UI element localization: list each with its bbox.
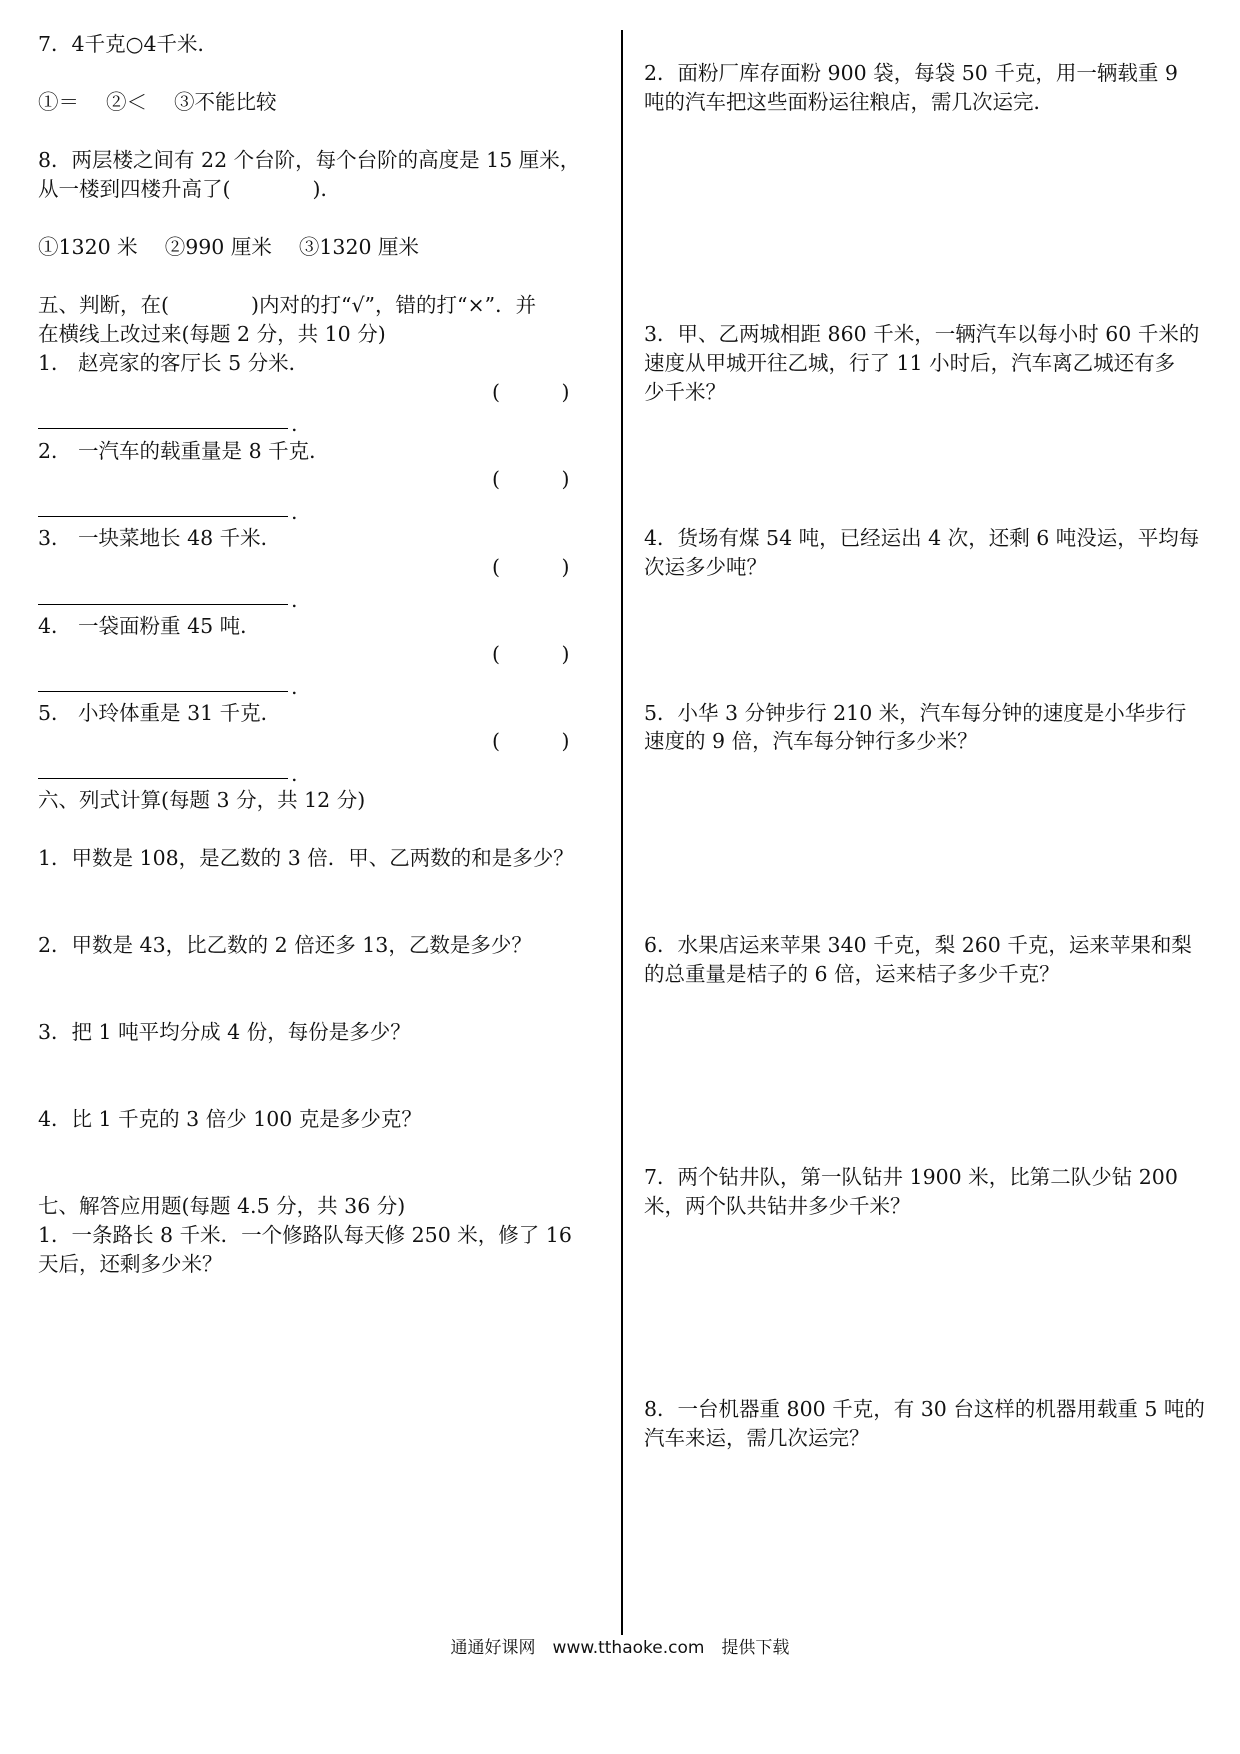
correction-dot-3: . <box>291 588 298 612</box>
question-8-options: ①1320 米 ②990 厘米 ③1320 厘米 <box>38 235 420 259</box>
word-problem-7-line-1: 7．两个钻井队，第一队钻井 1900 米，比第二队少钻 200 <box>644 1165 1178 1189</box>
section-5-heading-line-1: 五、判断，在( )内对的打“√”，错的打“×”．并 <box>38 293 537 317</box>
word-problem-6-line-2: 的总重量是桔子的 6 倍，运来桔子多少千克？ <box>644 962 1060 986</box>
word-problem-1-line-1: 1．一条路长 8 千米．一个修路队每天修 250 米，修了 16 <box>38 1223 572 1247</box>
word-problem-2-line-2: 吨的汽车把这些面粉运往粮店，需几次运完． <box>644 90 1054 114</box>
section-6-heading: 六、列式计算(每题 3 分，共 12 分) <box>38 788 366 812</box>
word-problem-3-line-1: 3．甲、乙两城相距 860 千米，一辆汽车以每小时 60 千米的 <box>644 322 1200 346</box>
word-problem-3-line-2: 速度从甲城开往乙城，行了 11 小时后，汽车离乙城还有多 <box>644 351 1176 375</box>
correction-line-1[interactable] <box>38 428 288 429</box>
correction-dot-4: . <box>291 675 298 699</box>
footer-credit: 通通好课网 www.tthaoke.com 提供下载 <box>450 1638 790 1658</box>
word-problem-2-line-1: 2．面粉厂库存面粉 900 袋，每袋 50 千克，用一辆载重 9 <box>644 61 1178 85</box>
word-problem-8-line-2: 汽车来运，需几次运完？ <box>644 1426 870 1450</box>
word-problem-1-line-2: 天后，还剩多少米？ <box>38 1252 223 1276</box>
section-7-heading: 七、解答应用题(每题 4.5 分，共 36 分) <box>38 1194 406 1218</box>
word-problem-5-line-1: 5．小华 3 分钟步行 210 米，汽车每分钟的速度是小华步行 <box>644 701 1187 725</box>
question-8-line-1: 8．两层楼之间有 22 个台阶，每个台阶的高度是 15 厘米， <box>38 148 581 172</box>
word-problem-3-line-3: 少千米？ <box>644 380 726 404</box>
calc-item-3: 3．把 1 吨平均分成 4 份，每份是多少？ <box>38 1020 411 1044</box>
judge-answer-paren-4[interactable]: ( ) <box>492 642 570 666</box>
question-7-options: ①＝ ②＜ ③不能比较 <box>38 90 277 114</box>
word-problem-4-line-2: 次运多少吨？ <box>644 555 767 579</box>
word-problem-4-line-1: 4．货场有煤 54 吨，已经运出 4 次，还剩 6 吨没运，平均每 <box>644 526 1200 550</box>
calc-item-4: 4．比 1 千克的 3 倍少 100 克是多少克？ <box>38 1107 422 1131</box>
section-5-heading-line-2: 在横线上改过来(每题 2 分，共 10 分) <box>38 322 386 346</box>
column-divider <box>621 30 623 1635</box>
judge-item-4: 4． 一袋面粉重 45 吨． <box>38 614 261 638</box>
judge-answer-paren-2[interactable]: ( ) <box>492 467 570 491</box>
word-problem-8-line-1: 8．一台机器重 800 千克，有 30 台这样的机器用载重 5 吨的 <box>644 1397 1205 1421</box>
correction-line-2[interactable] <box>38 516 288 517</box>
correction-dot-2: . <box>291 500 298 524</box>
question-7: 7．4千克○4千米． <box>38 32 219 56</box>
word-problem-6-line-1: 6．水果店运来苹果 340 千克，梨 260 千克，运来苹果和梨 <box>644 933 1192 957</box>
judge-item-1: 1． 赵亮家的客厅长 5 分米． <box>38 351 310 375</box>
judge-item-2: 2． 一汽车的载重量是 8 千克． <box>38 439 330 463</box>
judge-item-5: 5． 小玲体重是 31 千克． <box>38 701 282 725</box>
calc-item-1: 1．甲数是 108，是乙数的 3 倍．甲、乙两数的和是多少？ <box>38 846 574 870</box>
judge-item-3: 3． 一块菜地长 48 千米． <box>38 526 282 550</box>
calc-item-2: 2．甲数是 43，比乙数的 2 倍还多 13，乙数是多少？ <box>38 933 532 957</box>
correction-line-4[interactable] <box>38 691 288 692</box>
question-8-line-2: 从一楼到四楼升高了( )． <box>38 177 341 201</box>
correction-line-3[interactable] <box>38 604 288 605</box>
word-problem-7-line-2: 米，两个队共钻井多少千米？ <box>644 1194 911 1218</box>
judge-answer-paren-3[interactable]: ( ) <box>492 555 570 579</box>
correction-dot-5: . <box>291 762 298 786</box>
word-problem-5-line-2: 速度的 9 倍，汽车每分钟行多少米？ <box>644 729 978 753</box>
correction-dot-1: . <box>291 412 298 436</box>
judge-answer-paren-1[interactable]: ( ) <box>492 380 570 404</box>
correction-line-5[interactable] <box>38 778 288 779</box>
judge-answer-paren-5[interactable]: ( ) <box>492 729 570 753</box>
